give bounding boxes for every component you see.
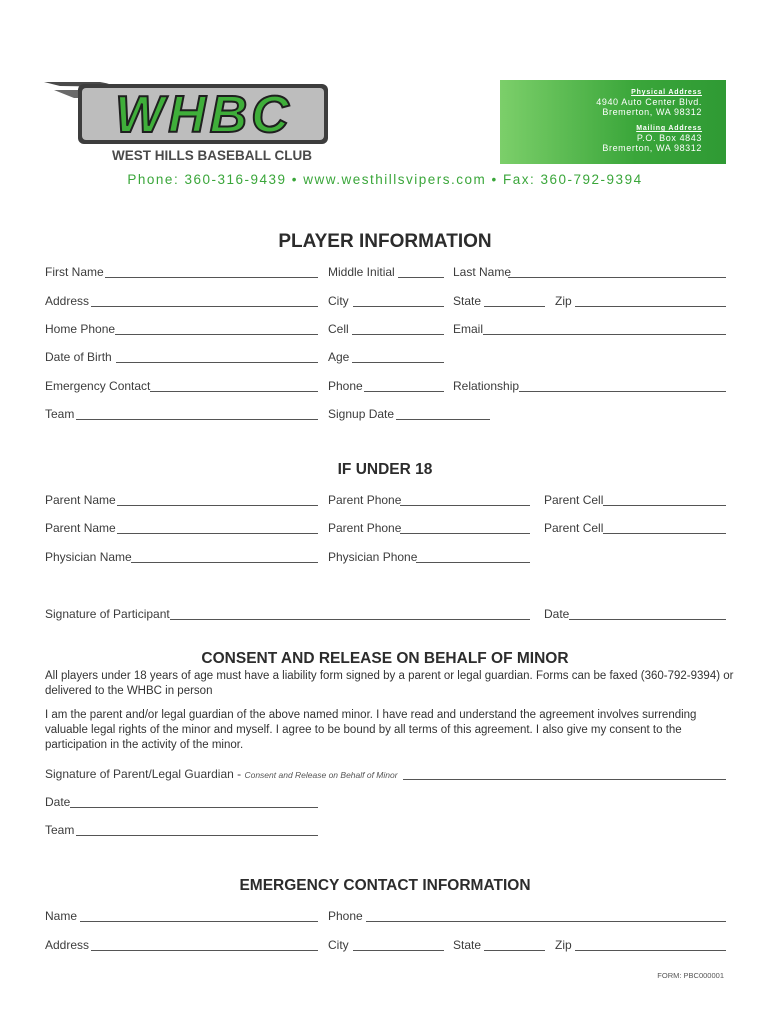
- parent-cell-field-1[interactable]: [603, 505, 726, 506]
- parent-cell-field-2[interactable]: [603, 533, 726, 534]
- ec-zip-label: Zip: [555, 938, 572, 952]
- team-field[interactable]: [76, 419, 318, 420]
- state-field[interactable]: [484, 306, 545, 307]
- parent-cell-label-1: Parent Cell: [544, 493, 604, 507]
- last-name-field[interactable]: [508, 277, 726, 278]
- signup-date-label: Signup Date: [328, 407, 395, 421]
- age-field[interactable]: [352, 362, 444, 363]
- mailing-address-line1: P.O. Box 4843: [636, 133, 702, 143]
- physical-address-line1: 4940 Auto Center Blvd.: [596, 97, 702, 107]
- consent-date-label: Date: [45, 795, 71, 809]
- parent-name-label-2: Parent Name: [45, 521, 116, 535]
- participant-signature-label: Signature of Participant: [45, 607, 170, 621]
- guardian-signature-note: Consent and Release on Behalf of Minor: [244, 770, 398, 780]
- parent-name-field-1[interactable]: [117, 505, 318, 506]
- dob-label: Date of Birth: [45, 350, 112, 364]
- consent-title: CONSENT AND RELEASE ON BEHALF OF MINOR: [201, 650, 569, 667]
- parent-phone-label-2: Parent Phone: [328, 521, 402, 535]
- consent-team-label: Team: [45, 823, 75, 837]
- physical-address-heading: Physical Address: [631, 89, 702, 96]
- guardian-signature-text: Signature of Parent/Legal Guardian -: [45, 767, 245, 781]
- middle-initial-field[interactable]: [398, 277, 444, 278]
- parent-phone-field-2[interactable]: [400, 533, 530, 534]
- ec-address-field[interactable]: [91, 950, 318, 951]
- physician-phone-field[interactable]: [416, 562, 530, 563]
- relationship-label: Relationship: [453, 379, 520, 393]
- mailing-address-heading: Mailing Address: [636, 125, 702, 132]
- physical-address-line2: Bremerton, WA 98312: [602, 107, 702, 117]
- ec-state-label: State: [453, 938, 482, 952]
- age-label: Age: [328, 350, 350, 364]
- state-label: State: [453, 294, 482, 308]
- consent-paragraph-1: All players under 18 years of age must have a liability form signed by a parent or legal guardian. Forms can be faxed (360-792-9394) or delivered to the WHBC in person: [45, 670, 734, 697]
- first-name-field[interactable]: [105, 277, 318, 278]
- consent-paragraph-2: I am the parent and/or legal guardian of the above named minor. I have read and understand the agreement involves surrending valuable legal rights of the minor and myself. I agree to be bound by all terms of this agreement. I also give my consent to the participation in the activity of the minor.: [45, 709, 697, 751]
- zip-label: Zip: [555, 294, 572, 308]
- address-field[interactable]: [91, 306, 318, 307]
- phone-field[interactable]: [364, 391, 444, 392]
- whbc-logo: [40, 76, 340, 168]
- physician-phone-label: Physician Phone: [328, 550, 418, 564]
- address-label: Address: [45, 294, 90, 308]
- zip-field[interactable]: [575, 306, 726, 307]
- last-name-label: Last Name: [453, 265, 512, 279]
- home-phone-field[interactable]: [115, 334, 318, 335]
- ec-city-label: City: [328, 938, 349, 952]
- contact-line: Phone: 360-316-9439 • www.westhillsvipers.com • Fax: 360-792-9394: [127, 172, 643, 187]
- dob-field[interactable]: [116, 362, 318, 363]
- cell-label: Cell: [328, 322, 349, 336]
- guardian-signature-field[interactable]: [403, 779, 726, 780]
- ec-name-label: Name: [45, 909, 78, 923]
- ec-name-field[interactable]: [80, 921, 318, 922]
- home-phone-label: Home Phone: [45, 322, 116, 336]
- relationship-field[interactable]: [519, 391, 726, 392]
- ec-zip-field[interactable]: [575, 950, 726, 951]
- team-label: Team: [45, 407, 75, 421]
- consent-team-field[interactable]: [76, 835, 318, 836]
- parent-phone-field-1[interactable]: [400, 505, 530, 506]
- physician-name-label: Physician Name: [45, 550, 132, 564]
- emergency-title: EMERGENCY CONTACT INFORMATION: [239, 877, 531, 894]
- cell-field[interactable]: [352, 334, 444, 335]
- parent-cell-label-2: Parent Cell: [544, 521, 604, 535]
- parent-name-field-2[interactable]: [117, 533, 318, 534]
- email-label: Email: [453, 322, 484, 336]
- city-field[interactable]: [353, 306, 444, 307]
- ec-address-label: Address: [45, 938, 90, 952]
- middle-initial-label: Middle Initial: [328, 265, 395, 279]
- form-code: FORM: PBC000001: [657, 971, 724, 980]
- participant-date-field[interactable]: [569, 619, 726, 620]
- parent-phone-label-1: Parent Phone: [328, 493, 402, 507]
- ec-city-field[interactable]: [353, 950, 444, 951]
- first-name-label: First Name: [45, 265, 104, 279]
- participant-date-label: Date: [544, 607, 570, 621]
- emergency-contact-label: Emergency Contact: [45, 379, 151, 393]
- participant-signature-field[interactable]: [170, 619, 530, 620]
- parent-name-label-1: Parent Name: [45, 493, 116, 507]
- address-box: [500, 80, 726, 164]
- mailing-address-line2: Bremerton, WA 98312: [602, 143, 702, 153]
- signup-date-field[interactable]: [396, 419, 490, 420]
- under-18-title: IF UNDER 18: [337, 461, 433, 478]
- logo-letters: WHBC: [115, 86, 293, 144]
- ec-phone-label: Phone: [328, 909, 363, 923]
- emergency-contact-field[interactable]: [150, 391, 318, 392]
- player-info-title: PLAYER INFORMATION: [278, 231, 492, 252]
- guardian-signature-label: [45, 767, 398, 782]
- email-field[interactable]: [483, 334, 726, 335]
- ec-state-field[interactable]: [484, 950, 545, 951]
- phone-label: Phone: [328, 379, 363, 393]
- city-label: City: [328, 294, 349, 308]
- ec-phone-field[interactable]: [366, 921, 726, 922]
- consent-date-field[interactable]: [70, 807, 318, 808]
- club-name: WEST HILLS BASEBALL CLUB: [112, 148, 312, 163]
- physician-name-field[interactable]: [131, 562, 318, 563]
